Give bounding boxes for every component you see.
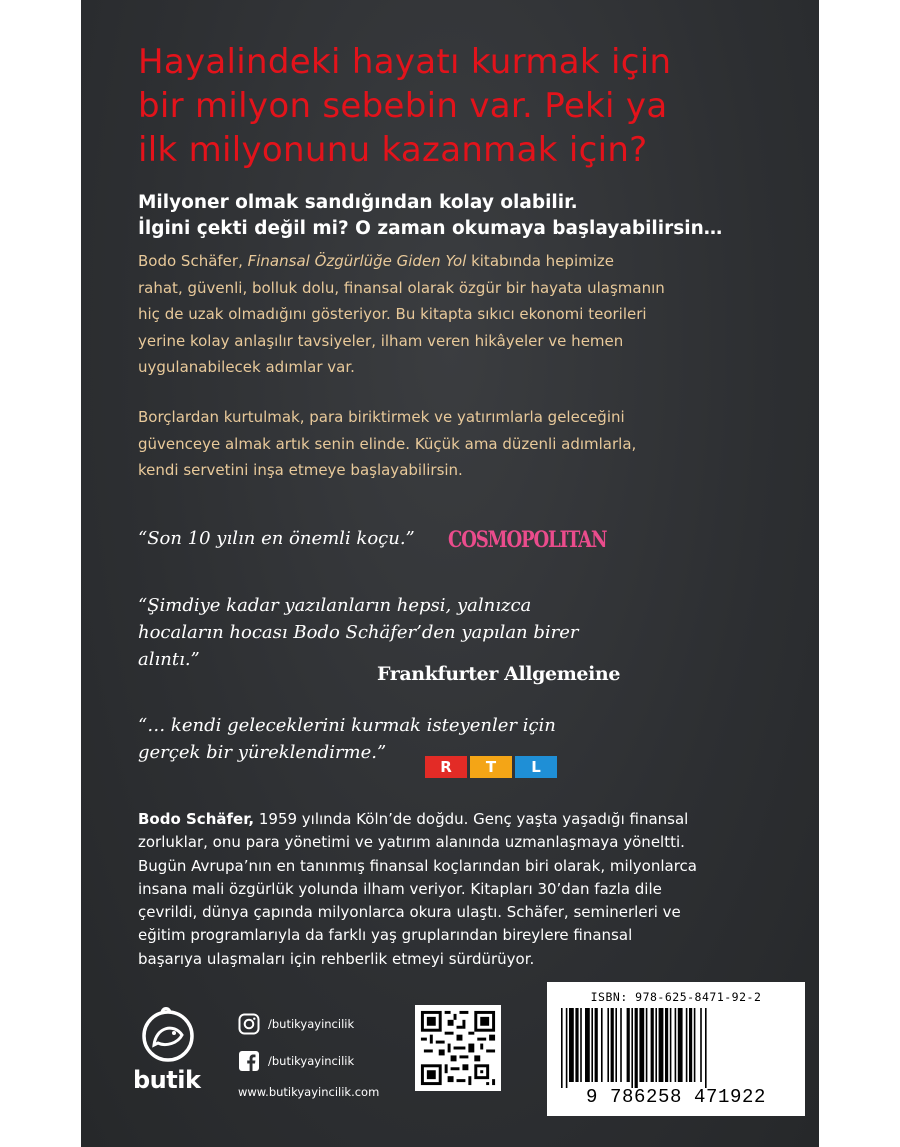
bio-line: eğitim programlarıyla da farklı yaş gruplarından bireylere finansal [138, 926, 633, 945]
barcode-bar [659, 1008, 664, 1082]
barcode-bar [665, 1008, 668, 1082]
author-name-inline: Bodo Schäfer, [138, 252, 248, 270]
headline-line: ilk milyonunu kazanmak için? [138, 130, 648, 170]
publisher-name: butik [133, 1066, 201, 1094]
barcode-bar [631, 1008, 633, 1088]
barcode-bar [627, 1008, 630, 1082]
barcode-bar [580, 1008, 582, 1082]
paragraph-line: uygulanabilecek adımlar var. [138, 358, 355, 376]
paragraph-line: güvenceye almak artık senin elinde. Küçük ama düzenli adımlarla, [138, 434, 637, 453]
isbn-label: ISBN: 978-625-8471-92-2 [590, 990, 762, 1004]
quote-line: hocaların hocası Bodo Schäfer’den yapılan birer [138, 622, 579, 643]
headline [138, 40, 778, 172]
quote-line: “Son 10 yılın en önemli koçu.” [138, 528, 415, 549]
barcode-bar [611, 1008, 614, 1082]
barcode-bar [651, 1008, 654, 1082]
barcode-bar [561, 1008, 563, 1088]
isbn-barcode [547, 982, 805, 1116]
paragraph-line: kendi servetini inşa etmeye başlayabilirsin. [138, 461, 463, 479]
paragraph-text: kitabında hepimize [466, 252, 614, 270]
headline-line: bir milyon sebebin var. Peki ya [138, 86, 668, 126]
barcode-bar [670, 1008, 672, 1082]
bio-line: zorluklar, onu para yönetimi ve yatırım alanında uzmanlaşmaya yöneltti. [138, 833, 685, 852]
quote-line: gerçek bir yüreklendirme.” [138, 742, 387, 763]
bio-line: çevrildi, dünya çapında milyonlarca okura ulaştı. Schäfer, seminerleri ve [138, 903, 681, 922]
barcode-bar [700, 1008, 702, 1082]
rtl-logo [425, 756, 557, 778]
barcode-bar [635, 1008, 638, 1088]
rtl-logo-r: R [425, 756, 467, 778]
barcode-bar [566, 1008, 568, 1088]
barcode-bar [694, 1008, 696, 1082]
barcode-bar [595, 1008, 598, 1082]
barcode-bar [686, 1008, 688, 1082]
qr-code-icon [415, 1005, 501, 1091]
quote-line: “Şimdiye kadar yazılanların hepsi, yalnızca [138, 595, 532, 616]
barcode-bar [655, 1008, 657, 1082]
facebook-link[interactable] [238, 1050, 354, 1072]
paragraph-line: yerine kolay anlaşılır tavsiyeler, ilham veren hikâyeler ve hemen [138, 331, 624, 350]
instagram-icon [238, 1013, 260, 1035]
paragraph-line: Borçlardan kurtulmak, para biriktirmek ve yatırımlarla geleceğini [138, 408, 625, 426]
subheadline-line: İlgini çekti değil mi? O zaman okumaya başlayabilirsin… [138, 218, 723, 239]
instagram-link[interactable] [238, 1013, 354, 1035]
facebook-icon [238, 1050, 260, 1072]
barcode-bar [569, 1008, 574, 1082]
barcode-bar [639, 1008, 644, 1082]
instagram-handle: /butikyayincilik [268, 1017, 355, 1031]
subheadline [138, 190, 798, 242]
bio-line: insana mali özgürlük yolunda ilham veriyor. Kitapları 30’dan fazla dile [138, 879, 662, 898]
frankfurter-allgemeine-logo: Frankfurter Allgemeine [377, 663, 621, 685]
barcode-number: 9 786258 471922 [585, 1086, 767, 1108]
subheadline-line: Milyoner olmak sandığından kolay olabilir. [138, 192, 578, 213]
quote-cosmopolitan [138, 525, 415, 552]
headline-line: Hayalindeki hayatı kurmak için [138, 42, 672, 82]
book-back-cover [81, 0, 819, 1147]
qr-code[interactable] [415, 1005, 501, 1091]
rtl-logo-l: L [515, 756, 557, 778]
paragraph-line: rahat, güvenli, bolluk dolu, finansal olarak özgür bir hayata ulaşmanın [138, 278, 665, 297]
barcode-bar [585, 1008, 590, 1082]
barcode-bar [689, 1008, 692, 1082]
barcode-bar [620, 1008, 622, 1082]
paragraph-line [138, 248, 768, 275]
quote-line: alıntı.” [138, 649, 200, 670]
quote-faz [138, 592, 579, 673]
barcode-bar [646, 1008, 648, 1082]
barcode-bar [575, 1008, 578, 1082]
paragraph-line: hiç de uzak olmadığını gösteriyor. Bu kitapta sıkıcı ekonomi teorileri [138, 305, 647, 323]
description-paragraph-2 [138, 404, 768, 484]
barcode-bar [615, 1008, 617, 1082]
bio-line: Bugün Avrupa’nın en tanınmış finansal koçlarından biri olarak, milyonlarca [138, 856, 697, 875]
bio-line: başarıya ulaşmaları için rehberlik etmeyi sürdürüyor. [138, 949, 535, 968]
barcode-bar [601, 1008, 603, 1082]
facebook-handle: /butikyayincilik [268, 1054, 355, 1068]
bio-line [138, 808, 778, 831]
barcode-bar [705, 1008, 707, 1088]
barcode-bar [591, 1008, 593, 1082]
book-title: Finansal Özgürlüğe Giden Yol [247, 252, 467, 270]
barcode-bar [675, 1008, 677, 1082]
cosmopolitan-logo: COSMOPOLITAN [448, 527, 607, 553]
rtl-logo-t: T [470, 756, 512, 778]
bio-text: 1959 yılında Köln’de doğdu. Genç yaşta yaşadığı finansal [254, 810, 689, 828]
barcode-bar [678, 1008, 683, 1082]
description-paragraph-1 [138, 248, 768, 381]
barcode-bar [607, 1008, 609, 1082]
author-name: Bodo Schäfer, [138, 810, 255, 828]
author-bio [138, 808, 778, 971]
quote-line: “… kendi geleceklerini kurmak isteyenler için [138, 715, 556, 736]
website-link[interactable]: www.butikyayincilik.com [238, 1085, 380, 1099]
